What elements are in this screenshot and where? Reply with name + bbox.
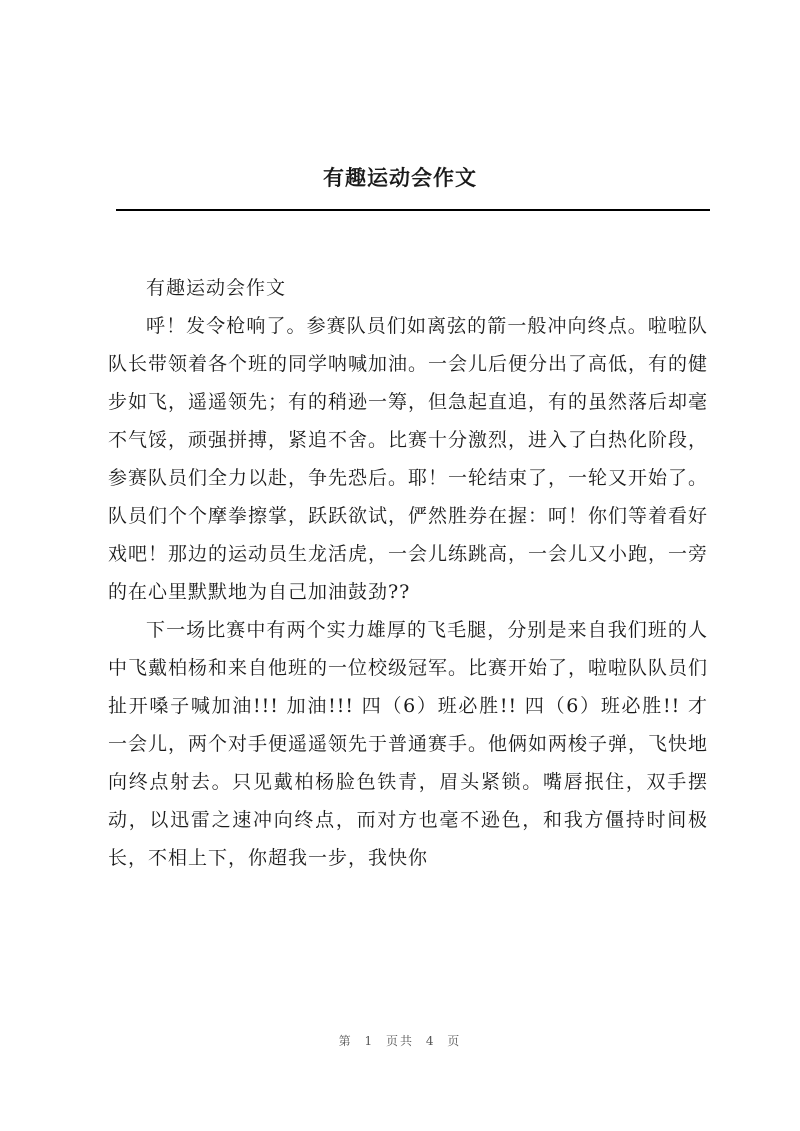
document-body: [108, 269, 708, 877]
footer-middle: 页共: [385, 1034, 414, 1048]
body-paragraph: 下一场比赛中有两个实力雄厚的飞毛腿，分别是来自我们班的人中飞戴柏杨和来自他班的一位校级冠军。比赛开始了，啦啦队队员们扯开嗓子喊加油!!! 加油!!! 四（6）班必胜!! 四（6）班必胜!! 才一会儿，两个对手便遥遥领先于普通赛手。他俩如两梭子弹，飞快地向终点射去。只见戴柏杨脸色铁青，眉头紧锁。嘴唇抿住，双手摆动，以迅雷之速冲向终点，而对方也毫不逊色，和我方僵持时间极长，不相上下，你超我一步，我快你: [108, 619, 709, 869]
document-title: 有趣运动会作文: [323, 165, 477, 190]
footer-current-page: 1: [364, 1034, 375, 1048]
page-footer: [0, 1032, 800, 1049]
footer-total-pages: 4: [425, 1034, 436, 1048]
body-paragraph: 呼！发令枪响了。参赛队员们如离弦的箭一般冲向终点。啦啦队队长带领着各个班的同学呐喊加油。一会儿后便分出了高低，有的健步如飞，遥遥领先；有的稍逊一筹，但急起直追，有的虽然落后却毫不气馁，顽强拼搏，紧追不舍。比赛十分激烈，进入了白热化阶段，参赛队员们全力以赴，争先恐后。耶！一轮结束了，一轮又开始了。队员们个个摩拳擦掌，跃跃欲试，俨然胜券在握：呵！你们等着看好戏吧！那边的运动员生龙活虎，一会儿练跳高，一会儿又小跑，一旁的在心里默默地为自己加油鼓劲??: [108, 315, 709, 603]
footer-prefix: 第: [338, 1034, 353, 1048]
title-underline: [116, 209, 710, 211]
footer-suffix: 页: [447, 1034, 462, 1048]
body-paragraph-heading: 有趣运动会作文: [146, 277, 287, 299]
